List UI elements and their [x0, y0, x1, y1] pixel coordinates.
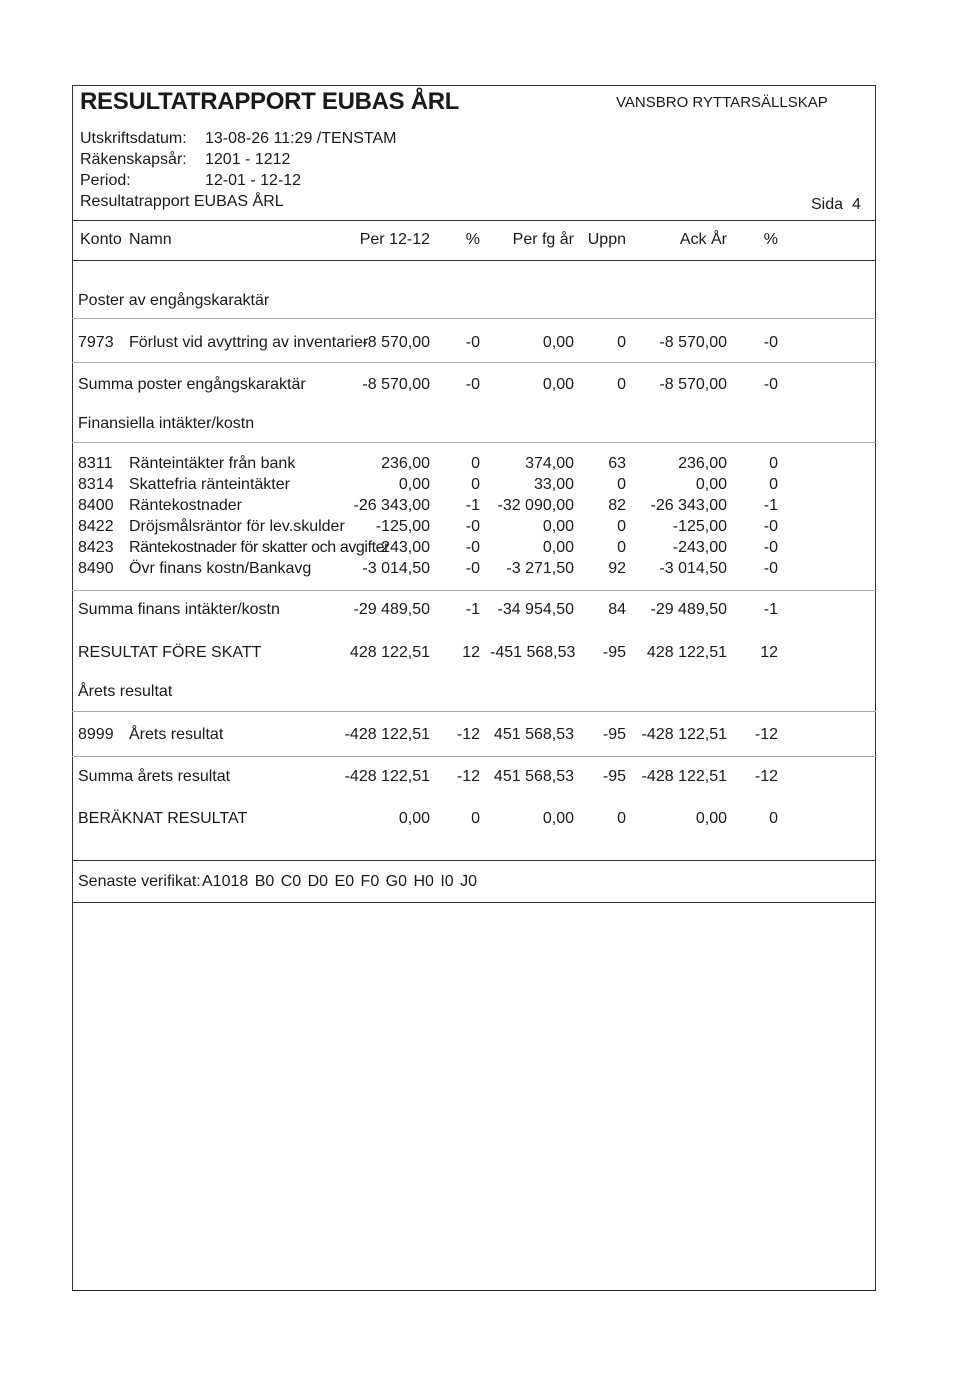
- row-pct2: 0: [769, 455, 778, 472]
- row-uppn: 0: [617, 476, 626, 493]
- row-pct2: -0: [763, 518, 778, 535]
- result-before-tax-ack: 428 122,51: [646, 644, 727, 661]
- section-rule: [72, 711, 876, 712]
- row-ack: -125,00: [672, 518, 727, 535]
- row-uppn: 92: [608, 560, 626, 577]
- footer-bottom-rule: [72, 902, 876, 903]
- row-per: -428 122,51: [344, 726, 430, 743]
- sum-label: Summa finans intäkter/kostn: [78, 601, 280, 618]
- col-perfg: Per fg år: [512, 231, 574, 248]
- row-per: -26 343,00: [353, 497, 430, 514]
- row-perfg: -32 090,00: [497, 497, 574, 514]
- row-pct1: -0: [465, 560, 480, 577]
- sum-rule: [72, 362, 876, 363]
- row-ack: -243,00: [672, 539, 727, 556]
- result-before-tax-label: RESULTAT FÖRE SKATT: [78, 644, 262, 661]
- result-before-tax-perfg: -451 568,53: [490, 644, 576, 661]
- computed-result-perfg: 0,00: [542, 810, 574, 827]
- report-title: RESULTATRAPPORT EUBAS ÅRL: [80, 88, 460, 115]
- row-per: 236,00: [381, 455, 430, 472]
- row-perfg: 451 568,53: [493, 726, 574, 743]
- row-pct1: -12: [456, 726, 480, 743]
- computed-result-label: BERÄKNAT RESULTAT: [78, 810, 248, 827]
- col-namn: Namn: [129, 231, 172, 248]
- row-pct1: 0: [471, 476, 480, 493]
- row-ack: -3 014,50: [659, 560, 727, 577]
- row-namn: Förlust vid avyttring av inventarier: [129, 334, 369, 351]
- row-perfg: 0,00: [542, 334, 574, 351]
- sum-label: Summa årets resultat: [78, 768, 231, 785]
- meta-label-fiscal-year: Räkenskapsår:: [80, 151, 187, 168]
- sum-pct2: -12: [754, 768, 778, 785]
- sum-ack: -428 122,51: [641, 768, 727, 785]
- meta-value-print-date: 13-08-26 11:29 /TENSTAM: [205, 130, 397, 147]
- row-pct1: -0: [465, 539, 480, 556]
- meta-value-fiscal-year: 1201 - 1212: [205, 151, 291, 168]
- col-ack: Ack År: [679, 231, 727, 248]
- row-pct2: -1: [763, 497, 778, 514]
- result-before-tax-per: 428 122,51: [349, 644, 430, 661]
- row-ack: 236,00: [678, 455, 727, 472]
- row-konto: 8422: [78, 518, 114, 535]
- last-voucher-label: Senaste verifikat:: [78, 873, 201, 890]
- row-ack: -428 122,51: [641, 726, 727, 743]
- sum-per: -8 570,00: [362, 376, 430, 393]
- page-number: 4: [852, 196, 861, 213]
- row-konto: 8490: [78, 560, 114, 577]
- sum-uppn: 84: [608, 601, 626, 618]
- row-uppn: 0: [617, 539, 626, 556]
- report-frame: [72, 85, 876, 1291]
- row-namn: Övr finans kostn/Bankavg: [129, 560, 312, 577]
- row-per: -243,00: [375, 539, 430, 556]
- row-uppn: -95: [602, 726, 626, 743]
- sum-pct2: -0: [763, 376, 778, 393]
- row-namn: Ränteintäkter från bank: [129, 455, 296, 472]
- row-ack: 0,00: [695, 476, 727, 493]
- sum-perfg: 451 568,53: [493, 768, 574, 785]
- row-namn: Dröjsmålsräntor för lev.skulder: [129, 518, 345, 535]
- sum-ack: -29 489,50: [650, 601, 727, 618]
- section-title-finans: Finansiella intäkter/kostn: [78, 415, 255, 432]
- row-uppn: 0: [617, 518, 626, 535]
- sum-perfg: -34 954,50: [497, 601, 574, 618]
- row-namn: Skattefria ränteintäkter: [129, 476, 290, 493]
- meta-value-period: 12-01 - 12-12: [205, 172, 302, 189]
- row-uppn: 63: [608, 455, 626, 472]
- section-title-poster: Poster av engångskaraktär: [78, 292, 270, 309]
- report-subtitle: Resultatrapport EUBAS ÅRL: [80, 193, 284, 210]
- sum-pct2: -1: [763, 601, 778, 618]
- row-konto: 8999: [78, 726, 114, 743]
- row-pct1: -1: [465, 497, 480, 514]
- row-perfg: -3 271,50: [506, 560, 574, 577]
- row-namn: Räntekostnader för skatter och avgifter: [129, 539, 390, 556]
- row-konto: 8400: [78, 497, 114, 514]
- computed-result-uppn: 0: [617, 810, 626, 827]
- row-namn: Årets resultat: [129, 726, 224, 743]
- row-perfg: 0,00: [542, 539, 574, 556]
- section-title-arets: Årets resultat: [78, 683, 173, 700]
- row-konto: 8314: [78, 476, 114, 493]
- result-before-tax-pct1: 12: [462, 644, 480, 661]
- row-pct2: -0: [763, 560, 778, 577]
- row-pct1: 0: [471, 455, 480, 472]
- column-header-rule: [72, 260, 876, 261]
- row-pct1: -0: [465, 334, 480, 351]
- row-pct2: -0: [763, 334, 778, 351]
- row-konto: 7973: [78, 334, 114, 351]
- row-namn: Räntekostnader: [129, 497, 242, 514]
- section-rule: [72, 442, 876, 443]
- row-perfg: 374,00: [525, 455, 574, 472]
- col-uppn: Uppn: [587, 231, 626, 248]
- page-label: Sida: [811, 196, 844, 213]
- row-perfg: 33,00: [533, 476, 574, 493]
- sum-uppn: 0: [617, 376, 626, 393]
- computed-result-pct1: 0: [471, 810, 480, 827]
- row-pct1: -0: [465, 518, 480, 535]
- organization-name: VANSBRO RYTTARSÄLLSKAP: [616, 94, 828, 111]
- footer-top-rule: [72, 860, 876, 861]
- computed-result-pct2: 0: [769, 810, 778, 827]
- sum-uppn: -95: [602, 768, 626, 785]
- col-pct1: %: [465, 231, 480, 248]
- row-per: -8 570,00: [362, 334, 430, 351]
- computed-result-ack: 0,00: [695, 810, 727, 827]
- row-konto: 8311: [78, 455, 113, 472]
- row-ack: -26 343,00: [650, 497, 727, 514]
- sum-ack: -8 570,00: [659, 376, 727, 393]
- row-ack: -8 570,00: [659, 334, 727, 351]
- sum-pct1: -0: [465, 376, 480, 393]
- sum-rule: [72, 590, 876, 591]
- row-pct2: -12: [754, 726, 778, 743]
- col-per: Per 12-12: [359, 231, 430, 248]
- sum-label: Summa poster engångskaraktär: [78, 376, 306, 393]
- sum-pct1: -1: [465, 601, 480, 618]
- row-pct2: -0: [763, 539, 778, 556]
- sum-per: -29 489,50: [353, 601, 430, 618]
- row-perfg: 0,00: [542, 518, 574, 535]
- row-uppn: 0: [617, 334, 626, 351]
- sum-pct1: -12: [456, 768, 480, 785]
- meta-label-period: Period:: [80, 172, 131, 189]
- col-pct2: %: [763, 231, 778, 248]
- result-before-tax-uppn: -95: [602, 644, 626, 661]
- sum-perfg: 0,00: [542, 376, 574, 393]
- section-rule: [72, 318, 876, 319]
- last-voucher-value: A1018 B0 C0 D0 E0 F0 G0 H0 I0 J0: [202, 873, 478, 890]
- row-per: -125,00: [375, 518, 430, 535]
- header-rule: [72, 220, 876, 221]
- result-before-tax-pct2: 12: [760, 644, 778, 661]
- row-uppn: 82: [608, 497, 626, 514]
- computed-result-per: 0,00: [398, 810, 430, 827]
- sum-rule: [72, 756, 876, 757]
- row-per: 0,00: [398, 476, 430, 493]
- row-konto: 8423: [78, 539, 114, 556]
- col-konto: Konto: [80, 231, 122, 248]
- sum-per: -428 122,51: [344, 768, 430, 785]
- row-pct2: 0: [769, 476, 778, 493]
- meta-label-print-date: Utskriftsdatum:: [80, 130, 187, 147]
- row-per: -3 014,50: [362, 560, 430, 577]
